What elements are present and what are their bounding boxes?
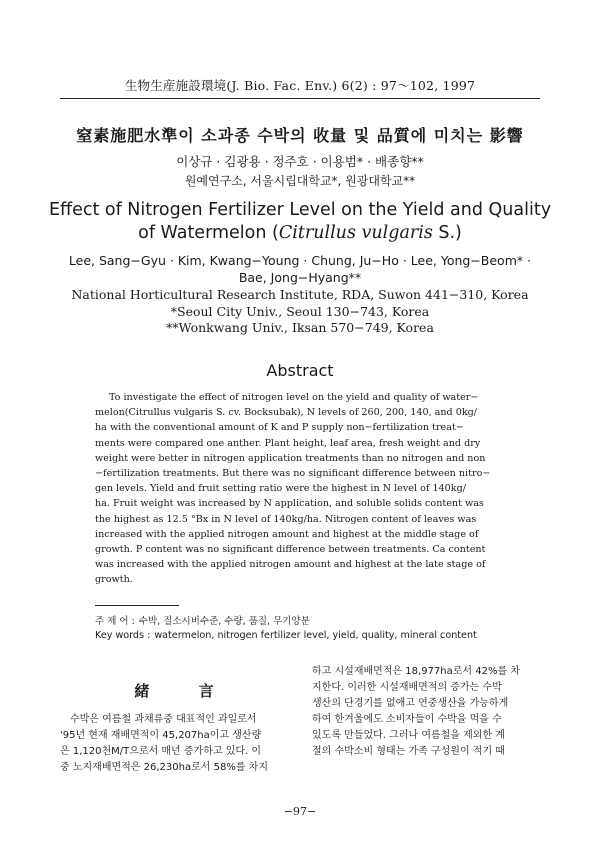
abstract-line: increased with the applied nitrogen amount and highest at the middle stage of	[95, 528, 479, 540]
english-title-suffix: S.)	[432, 223, 462, 243]
intro-line: 수박은 여름철 과채류중 대표적인 과일로서	[70, 714, 257, 725]
korean-title: 窒素施肥水準이 소과종 수박의 收量 및 品質에 미치는 影響	[76, 126, 524, 145]
korean-authors: 이상규 · 김광용 · 정주호 · 이용범* · 배종향**	[176, 154, 424, 169]
abstract-line: weight were better in nitrogen application treatments than no nitrogen and non	[95, 452, 486, 464]
intro-line: 지한다. 이러한 시설재배면적의 증가는 수박	[312, 682, 502, 693]
english-affiliations	[50, 287, 550, 337]
english-title-line1: Effect of Nitrogen Fertilizer Level on the Yield and Quality	[48, 200, 552, 220]
abstract-line: ha. Fruit weight was increased by N application, and soluble solids content was	[95, 498, 484, 510]
introduction-heading: 緒 言	[134, 682, 236, 700]
abstract-line: melon(Citrullus vulgaris S. cv. Bocksubak), N levels of 260, 200, 140, and 0kg/	[95, 407, 478, 419]
english-keywords	[95, 630, 525, 641]
english-keywords-label: Key words :	[95, 630, 151, 641]
abstract-line: gen levels. Yield and fruit setting ratio were the highest in N level of 140kg/	[95, 483, 466, 495]
intro-line: 하고 시설재배면적은 18,977ha로서 42%를 차	[312, 666, 520, 677]
english-keywords-text: watermelon, nitrogen fertilizer level, yield, quality, mineral content	[154, 630, 477, 641]
affiliation-line2: *Seoul City Univ., Seoul 130−743, Korea	[170, 303, 430, 319]
intro-line: 은 1,120천M/T으로서 매년 증가하고 있다. 이	[60, 746, 262, 757]
english-title-prefix: of Watermelon (	[138, 223, 279, 243]
abstract-body	[95, 390, 515, 588]
affiliation-line3: **Wonkwang Univ., Iksan 570−749, Korea	[166, 320, 434, 335]
intro-line: 생산의 단경기를 없애고 연중생산을 가능하게	[312, 698, 509, 709]
english-authors	[50, 252, 550, 286]
english-title-line2	[40, 222, 560, 245]
intro-line: '95년 현재 재배면적이 45,207ha이고 생산량	[60, 730, 262, 741]
species-name: Citrullus vulgaris	[278, 223, 433, 243]
english-title	[40, 199, 560, 245]
abstract-line: ments were compared one anther. Plant height, leaf area, fresh weight and dry	[95, 437, 481, 449]
intro-line: 있도록 만들었다. 그러나 여름철을 제외한 계	[312, 730, 505, 741]
intro-line: 절의 수박소비 형태는 가족 구성원이 적기 때	[312, 746, 505, 757]
page-number: −97−	[283, 805, 317, 818]
korean-keywords-text: 수박, 질소시비수준, 수량, 품질, 무기양분	[138, 616, 310, 627]
english-authors-line2: Bae, Jong−Hyang**	[238, 270, 362, 285]
abstract-line: was increased with the applied nitrogen amount and highest at the late stage of	[95, 559, 486, 571]
abstract-line: To investigate the effect of nitrogen level on the yield and quality of water−	[109, 392, 479, 403]
intro-line: 중 노지재배면적은 26,230ha로서 58%를 차지	[60, 762, 268, 773]
abstract-line: ha with the conventional amount of K and P supply non−fertilization treat−	[95, 422, 464, 434]
affiliation-line1: National Horticultural Research Institute, RDA, Suwon 441−310, Korea	[71, 287, 529, 302]
introduction-right-column	[312, 664, 550, 760]
korean-keywords	[95, 613, 515, 627]
abstract-line: growth. P content was no significant difference between treatments. Ca content	[95, 544, 486, 556]
korean-affiliations: 원예연구소, 서울시립대학교*, 원광대학교**	[184, 174, 416, 188]
abstract-line: the highest as 12.5 °Bx in N level of 140kg/ha. Nitrogen content of leaves was	[95, 513, 477, 525]
introduction-left-column	[60, 712, 298, 776]
abstract-heading: Abstract	[266, 361, 334, 380]
journal-citation: 生物生産施設環境(J. Bio. Fac. Env.) 6(2) : 97～102, 1997	[124, 78, 476, 93]
korean-keywords-label: 주 제 어 :	[95, 616, 135, 627]
header-rule	[60, 98, 540, 99]
keywords-rule	[95, 605, 179, 606]
abstract-line: −fertilization treatments. But there was no significant difference between nitro−	[95, 468, 491, 480]
english-authors-line1: Lee, Sang−Gyu · Kim, Kwang−Young · Chung, Ju−Ho · Lee, Yong−Beom* ·	[68, 253, 532, 268]
intro-line: 하여 한겨울에도 소비자들이 수박을 먹을 수	[312, 714, 502, 725]
abstract-line: growth.	[95, 574, 133, 586]
